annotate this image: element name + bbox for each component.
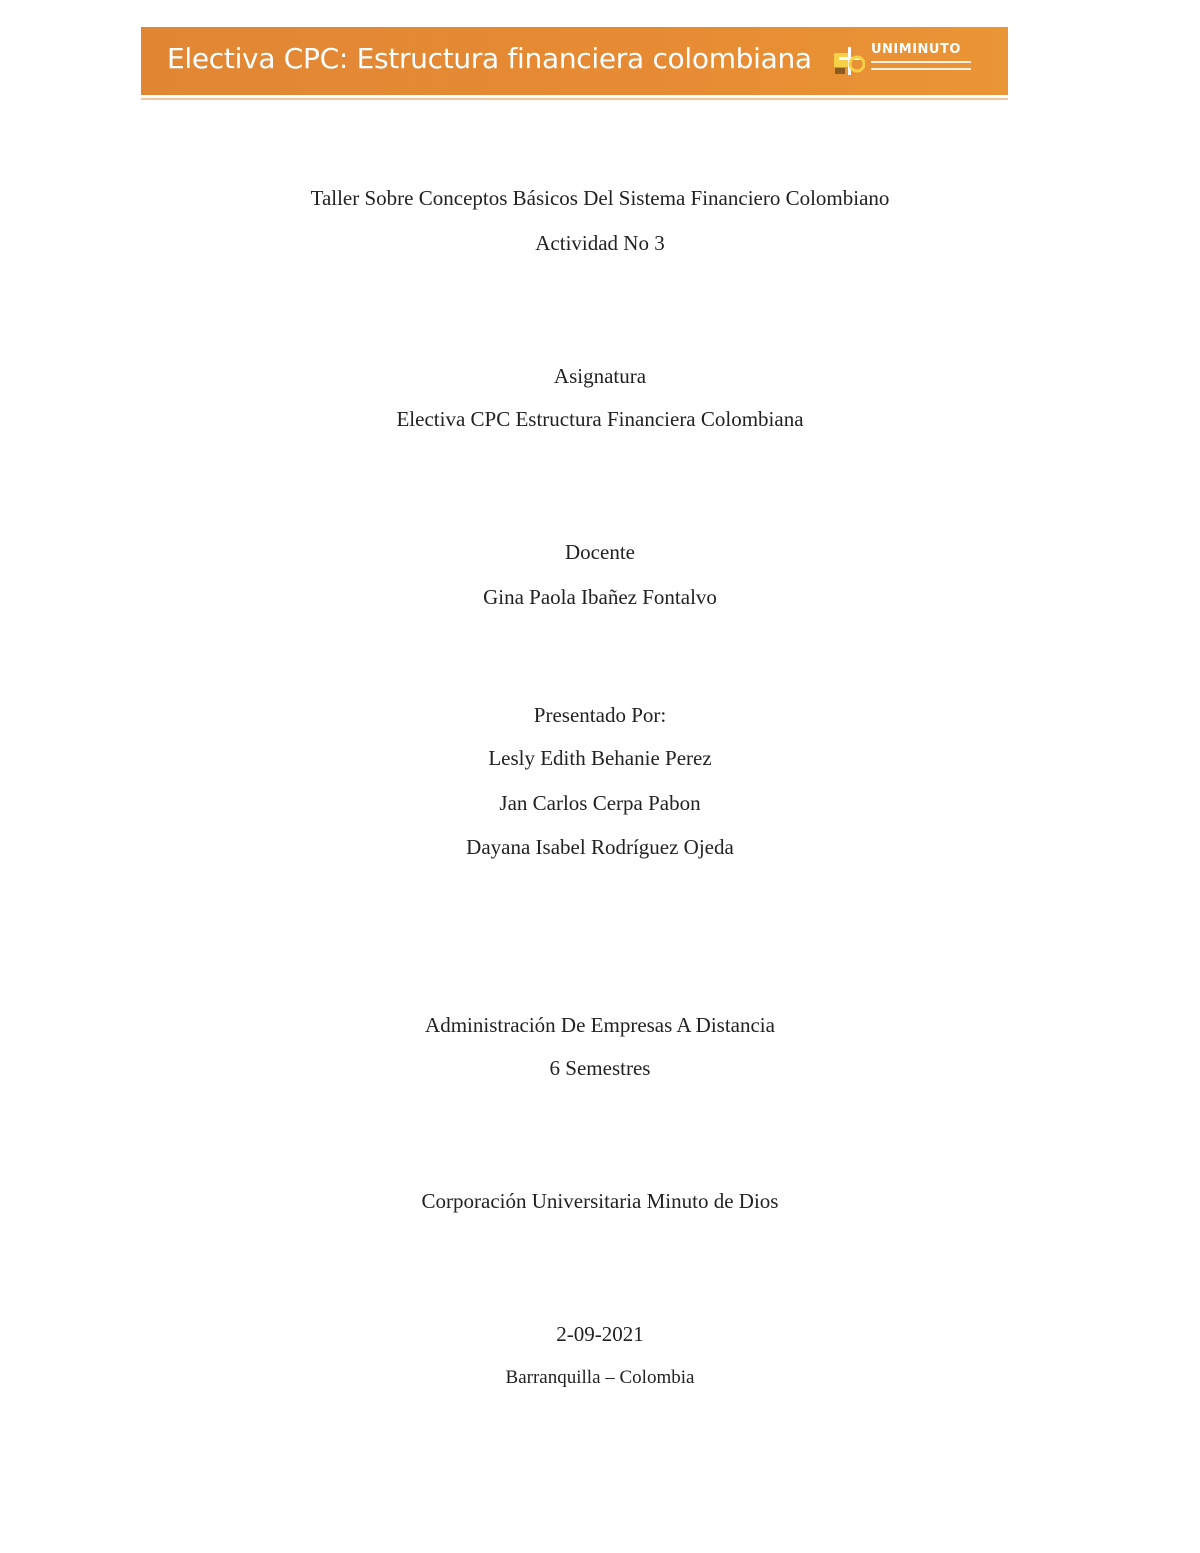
institution-name: Corporación Universitaria Minuto de Dios bbox=[421, 1189, 779, 1213]
location: Barranquilla – Colombia bbox=[505, 1367, 695, 1388]
header-banner bbox=[141, 27, 1008, 95]
logo-name: UNIMINUTO bbox=[871, 42, 961, 57]
student-name: Jan Carlos Cerpa Pabon bbox=[499, 791, 701, 815]
subject-name: Electiva CPC Estructura Financiera Colombiana bbox=[396, 407, 804, 431]
subject-label: Asignatura bbox=[553, 364, 647, 388]
student-name: Dayana Isabel Rodríguez Ojeda bbox=[466, 835, 734, 859]
teacher-name: Gina Paola Ibañez Fontalvo bbox=[483, 585, 717, 609]
presented-by-label: Presentado Por: bbox=[533, 703, 667, 727]
activity-number: Actividad No 3 bbox=[535, 231, 665, 255]
document-title: Taller Sobre Conceptos Básicos Del Sistema Financiero Colombiano bbox=[310, 186, 890, 210]
uniminuto-logo bbox=[833, 41, 983, 79]
logo-tagline-line bbox=[871, 68, 971, 70]
document-date: 2-09-2021 bbox=[556, 1322, 644, 1346]
program-name: Administración De Empresas A Distancia bbox=[425, 1013, 775, 1037]
student-name: Lesly Edith Behanie Perez bbox=[488, 746, 712, 770]
banner-title: Electiva CPC: Estructura financiera colombiana bbox=[167, 42, 812, 75]
uniminuto-logo-icon bbox=[833, 43, 865, 77]
semester: 6 Semestres bbox=[549, 1056, 651, 1080]
logo-tagline-line bbox=[871, 61, 971, 63]
teacher-label: Docente bbox=[565, 540, 635, 564]
